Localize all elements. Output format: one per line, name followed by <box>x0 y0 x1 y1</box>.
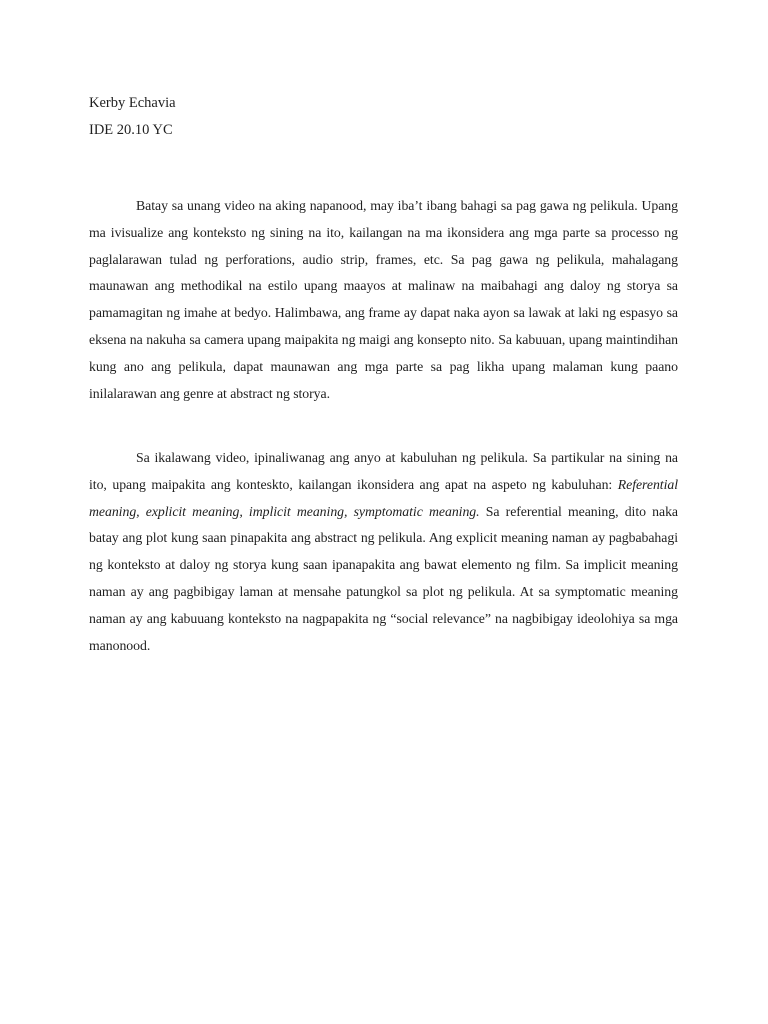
paragraph-2-text-after-italic: Sa referential meaning, dito naka batay ang plot kung saan pinapakita ang abstract ng pelikula. Ang explicit meaning naman ay pagbabahagi ng konteksto at daloy ng storya kung saan ipanapakita ang bawat elemento ng film. Sa implicit meaning naman ay ang pagbibigay laman at mensahe patungkol sa plot ng pelikula. At sa symptomatic meaning naman ay ang kabuuang konteksto na nagpapakita ng “social relevance” na nagbibigay ideolohiya sa mga manonood. <box>89 503 679 653</box>
paragraph-1 <box>89 193 678 407</box>
course-code: IDE 20.10 YC <box>89 122 173 138</box>
paragraph-2-italic-text: Referential meaning, explicit meaning, implicit meaning, symptomatic meaning. <box>89 476 678 519</box>
paragraph-1-text: Batay sa unang video na aking napanood, may iba’t ibang bahagi sa pag gawa ng pelikula. Upang ma ivisualize ang konteksto ng sining na ito, kailangan na ma ikonsidera ang mga parte sa processo ng paglalarawan tulad ng perforations, audio strip, frames, etc. Sa pag gawa ng pelikula, mahalagang maunawan ang methodikal na estilo upang maayos at malinaw na maibahagi ang daloy ng storya sa pamamagitan ng imahe at bedyo. Halimbawa, ang frame ay dapat naka ayon sa lawak at laki ng espasyo sa eksena na nakuha sa camera upang maipakita ng maigi ang konsepto nito. Sa kabuuan, upang maintindihan kung ano ang pelikula, dapat maunawan ang mga parte sa pag likha upang malaman kung paano inilalarawan ang genre at abstract ng storya. <box>89 198 678 401</box>
author-name: Kerby Echavia <box>89 95 176 111</box>
paragraph-2 <box>89 445 678 659</box>
paragraph-2-text-before-italic: Sa ikalawang video, ipinaliwanag ang anyo at kabuluhan ng pelikula. Sa partikular na sining na ito, upang maipakita ang konteskto, kailangan ikonsidera ang apat na aspeto ng kabuluhan: <box>89 450 678 492</box>
